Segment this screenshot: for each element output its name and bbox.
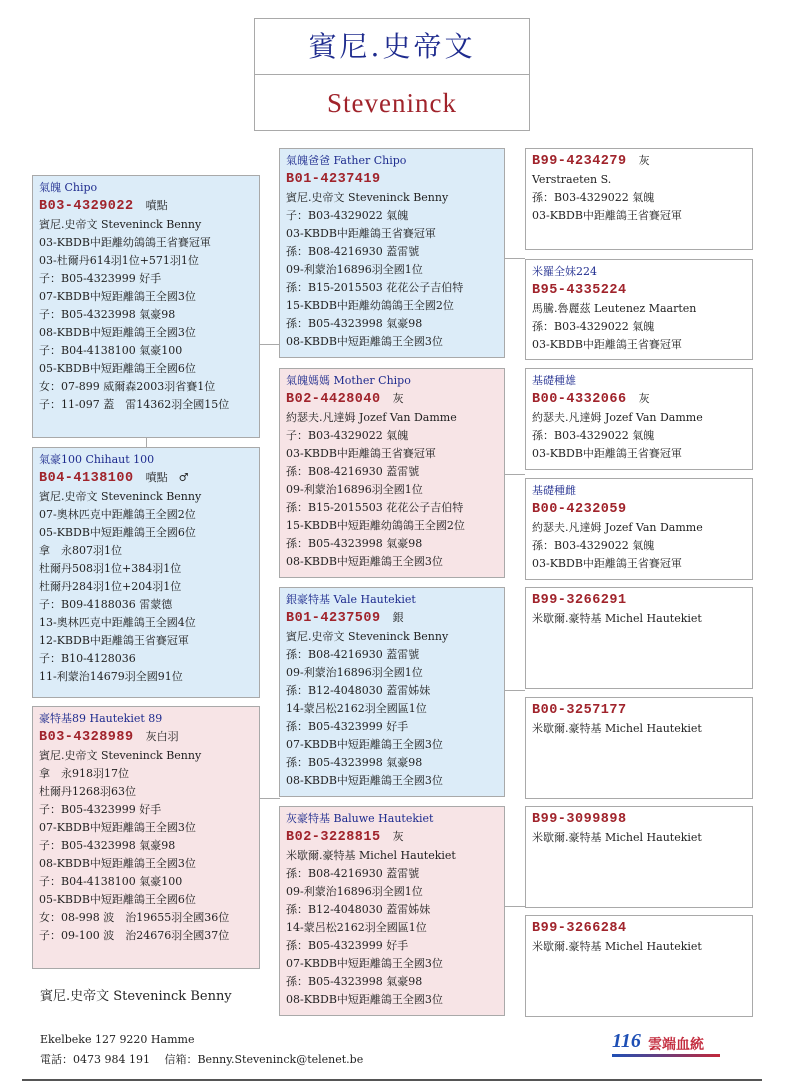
connector-subject-parents xyxy=(259,344,280,345)
record-line: 拿 永807羽1位 xyxy=(39,544,122,557)
title-english: Steveninck xyxy=(327,88,457,118)
pigeon-name: 基礎種雄 xyxy=(532,374,576,387)
ring-number: B01-4237509 xyxy=(286,611,381,626)
record-line: 12-KBDB中距離鴿王省賽冠軍 xyxy=(39,634,189,647)
record-line: 孫：B08-4216930 蓋雷號 xyxy=(286,648,420,661)
record-line: 孫：B05-4323998 氣豪98 xyxy=(286,975,423,988)
feather-color: 灰 xyxy=(638,154,650,167)
ring-number: B00-4332066 xyxy=(532,392,627,407)
record-line: 09-利蒙治16896羽全國1位 xyxy=(286,483,423,496)
ring-number: B00-3257177 xyxy=(532,703,627,718)
record-line: 08-KBDB中短距離鴿王全國3位 xyxy=(286,993,443,1006)
record-line: 孫：B12-4048030 蓋雷姊妹 xyxy=(286,684,431,697)
record-line: 子：B05-4323998 氣豪98 xyxy=(39,839,176,852)
record-line: 子：B05-4323999 好手 xyxy=(39,272,162,285)
record-line: 杜爾丹508羽1位+384羽1位 xyxy=(39,562,182,575)
box-content xyxy=(526,369,752,463)
record-line: 03-KBDB中距離鴿王省賽冠軍 xyxy=(286,447,436,460)
record-line: 孫：B05-4323999 好手 xyxy=(286,939,409,952)
record-line: 子：B05-4323998 氣豪98 xyxy=(39,308,176,321)
record-line: 子：B10-4128036 xyxy=(39,652,136,665)
ring-line xyxy=(532,810,752,829)
record-line: 子：B09-4188036 雷蒙德 xyxy=(39,598,173,611)
feather-color: 灰 xyxy=(638,392,650,405)
pigeon-name: 氣魄爸爸 Father Chipo xyxy=(286,154,407,167)
record-line: 孫：B03-4329022 氣魄 xyxy=(532,539,655,552)
record-line: Verstraeten S. xyxy=(532,173,612,186)
record-line: 13-奧林匹克中距離鴿王全國4位 xyxy=(39,616,196,629)
record-line: 08-KBDB中短距離鴿王全國3位 xyxy=(39,326,196,339)
connector-dam2-gg xyxy=(505,906,525,907)
record-line: 約瑟夫.凡達姆 Jozef Van Damme xyxy=(532,411,703,424)
connector-father-gg xyxy=(505,258,525,259)
grandparent-box-7 xyxy=(525,806,753,908)
record-line: 05-KBDB中短距離鴿王全國6位 xyxy=(39,893,196,906)
ring-line xyxy=(39,728,259,747)
ring-line xyxy=(532,591,752,610)
box-content xyxy=(526,479,752,573)
connector-subject-mate xyxy=(146,437,147,447)
ring-line xyxy=(286,390,504,409)
record-line: 11-利蒙治14679羽全國91位 xyxy=(39,670,183,683)
grandparent-box-3 xyxy=(525,368,753,470)
record-line: 賓尼.史帝文 Steveninck Benny xyxy=(39,218,202,231)
ring-line xyxy=(532,152,752,171)
ring-line xyxy=(286,828,504,847)
box-content xyxy=(280,369,504,571)
record-line: 馬騰.魯麗茲 Leutenez Maarten xyxy=(532,302,697,315)
ring-line xyxy=(532,281,752,300)
pigeon-name: 基礎種雌 xyxy=(532,484,576,497)
ring-line xyxy=(39,197,259,216)
feather-color: 灰 xyxy=(392,392,404,405)
owner-contact: 電話：0473 984 191 信箱：Benny.Steveninck@telenet.be xyxy=(40,1053,364,1066)
pigeon-name: 氣魄媽媽 Mother Chipo xyxy=(286,374,411,387)
record-line: 孫：B03-4329022 氣魄 xyxy=(532,429,655,442)
record-line: 03-KBDB中距離鴿王省賽冠軍 xyxy=(532,557,682,570)
pedigree-title-box xyxy=(254,18,530,131)
feather-color: 灰 xyxy=(392,830,404,843)
bottom-divider xyxy=(22,1079,762,1081)
record-line: 孫：B08-4216930 蓋雷號 xyxy=(286,465,420,478)
pigeon-name: 米羅全妹224 xyxy=(532,265,597,278)
box-content xyxy=(33,176,259,414)
ring-number: B99-3266291 xyxy=(532,593,627,608)
subject-pigeon-box xyxy=(32,175,260,438)
record-line: 孫：B05-4323998 氣豪98 xyxy=(286,317,423,330)
record-line: 子：B04-4138100 氣豪100 xyxy=(39,875,183,888)
record-line: 08-KBDB中短距離鴿王全國3位 xyxy=(286,774,443,787)
feather-color: 灰白羽 xyxy=(145,730,179,743)
grandparent-box-1 xyxy=(525,148,753,250)
record-line: 子：11-097 蓋 雷14362羽全國15位 xyxy=(39,398,230,411)
dam-2-box xyxy=(279,806,505,1016)
ring-number: B99-4234279 xyxy=(532,154,627,169)
ring-line xyxy=(532,390,752,409)
logo-text: 雲端血統 xyxy=(648,1037,704,1053)
grandparent-box-8 xyxy=(525,915,753,1017)
mate-1-box xyxy=(32,447,260,698)
record-line: 米歇爾.豪特基 Michel Hautekiet xyxy=(532,940,702,953)
record-line: 米歇爾.豪特基 Michel Hautekiet xyxy=(286,849,456,862)
box-content xyxy=(280,588,504,790)
record-line: 子：B03-4329022 氣魄 xyxy=(286,429,409,442)
record-line: 孫：B05-4323998 氣豪98 xyxy=(286,537,423,550)
pigeon-name: 氣豪100 Chihaut 100 xyxy=(39,453,155,466)
ring-line xyxy=(286,170,504,189)
logo-underline xyxy=(612,1054,720,1057)
record-line: 賓尼.史帝文 Steveninck Benny xyxy=(286,630,449,643)
record-line: 子：B04-4138100 氣豪100 xyxy=(39,344,183,357)
record-line: 賓尼.史帝文 Steveninck Benny xyxy=(39,490,202,503)
feather-color: 銀 xyxy=(392,611,404,624)
ring-number: B04-4138100 xyxy=(39,471,134,486)
pigeon-name: 銀豪特基 Vale Hautekiet xyxy=(286,593,416,606)
record-line: 孫：B03-4329022 氣魄 xyxy=(532,191,655,204)
connector-mother-gg xyxy=(505,474,525,475)
box-content xyxy=(526,916,752,956)
record-line: 約瑟夫.凡達姆 Jozef Van Damme xyxy=(286,411,457,424)
record-line: 賓尼.史帝文 Steveninck Benny xyxy=(286,191,449,204)
record-line: 孫：B08-4216930 蓋雷號 xyxy=(286,867,420,880)
record-line: 14-蒙呂松2162羽全國區1位 xyxy=(286,921,427,934)
mate-2-box xyxy=(32,706,260,969)
logo-number: 116 xyxy=(612,1030,641,1052)
pigeon-name: 豪特基89 Hautekiet 89 xyxy=(39,712,163,725)
connector-sire2-gg xyxy=(505,690,525,691)
cloud-pedigree-logo xyxy=(612,1030,722,1058)
record-line: 07-KBDB中短距離鴿王全國3位 xyxy=(286,738,443,751)
record-line: 孫：B08-4216930 蓋雷號 xyxy=(286,245,420,258)
record-line: 05-KBDB中短距離鴿王全國6位 xyxy=(39,362,196,375)
record-line: 拿 永918羽17位 xyxy=(39,767,129,780)
record-line: 15-KBDB中短距離幼鴿鴿王全國2位 xyxy=(286,519,465,532)
record-line: 03-KBDB中距離鴿王省賽冠軍 xyxy=(532,447,682,460)
record-line: 07-KBDB中短距離鴿王全國3位 xyxy=(39,821,196,834)
record-line: 03-杜爾丹614羽1位+571羽1位 xyxy=(39,254,199,267)
box-content xyxy=(526,807,752,847)
record-line: 07-奧林匹克中距離鴿王全國2位 xyxy=(39,508,196,521)
pigeon-name: 氣魄 Chipo xyxy=(39,181,98,194)
record-line: 03-KBDB中距離鴿王省賽冠軍 xyxy=(286,227,436,240)
ring-number: B02-4428040 xyxy=(286,392,381,407)
record-line: 07-KBDB中短距離鴿王全國3位 xyxy=(39,290,196,303)
ring-line xyxy=(532,919,752,938)
box-content xyxy=(526,698,752,738)
record-line: 孫：B03-4329022 氣魄 xyxy=(532,320,655,333)
grandparent-box-6 xyxy=(525,697,753,799)
record-line: 09-利蒙治16896羽全國1位 xyxy=(286,885,423,898)
feather-color: 噴點 xyxy=(145,199,168,212)
record-line: 15-KBDB中距離幼鴿鴿王全國2位 xyxy=(286,299,454,312)
box-content xyxy=(280,149,504,351)
record-line: 賓尼.史帝文 Steveninck Benny xyxy=(39,749,202,762)
box-content xyxy=(526,588,752,628)
record-line: 孫：B15-2015503 花花公子吉伯特 xyxy=(286,501,464,514)
record-line: 孫：B05-4323999 好手 xyxy=(286,720,409,733)
owner-name: 賓尼.史帝文 Steveninck Benny xyxy=(40,989,232,1004)
record-line: 08-KBDB中短距離鴿王全國3位 xyxy=(39,857,196,870)
ring-number: B02-3228815 xyxy=(286,830,381,845)
ring-line xyxy=(286,609,504,628)
ring-line xyxy=(39,469,259,488)
record-line: 03-KBDB中距離幼鴿鴿王省賽冠軍 xyxy=(39,236,211,249)
record-line: 女：07-899 威爾森2003羽省賽1位 xyxy=(39,380,216,393)
box-content xyxy=(526,149,752,225)
connector-mate-parents xyxy=(259,798,280,799)
grandparent-box-2 xyxy=(525,259,753,360)
mother-box xyxy=(279,368,505,578)
record-line: 09-利蒙治16896羽全國1位 xyxy=(286,666,423,679)
record-line: 杜爾丹1268羽63位 xyxy=(39,785,136,798)
father-box xyxy=(279,148,505,358)
record-line: 米歇爾.豪特基 Michel Hautekiet xyxy=(532,612,702,625)
record-line: 女：08-998 波 治19655羽全國36位 xyxy=(39,911,230,924)
record-line: 14-蒙呂松2162羽全國區1位 xyxy=(286,702,427,715)
sire-2-box xyxy=(279,587,505,797)
record-line: 孫：B05-4323998 氣豪98 xyxy=(286,756,423,769)
record-line: 孫：B15-2015503 花花公子吉伯特 xyxy=(286,281,464,294)
grandparent-box-4 xyxy=(525,478,753,580)
box-content xyxy=(33,448,259,686)
box-content xyxy=(526,260,752,354)
record-line: 杜爾丹284羽1位+204羽1位 xyxy=(39,580,182,593)
owner-address: Ekelbeke 127 9220 Hamme xyxy=(40,1033,195,1046)
ring-line xyxy=(532,701,752,720)
pigeon-name: 灰豪特基 Baluwe Hautekiet xyxy=(286,812,434,825)
grandparent-box-5 xyxy=(525,587,753,689)
record-line: 05-KBDB中短距離鴿王全國6位 xyxy=(39,526,196,539)
record-line: 07-KBDB中短距離鴿王全國3位 xyxy=(286,957,443,970)
box-content xyxy=(280,807,504,1009)
ring-number: B99-3266284 xyxy=(532,921,627,936)
record-line: 約瑟夫.凡達姆 Jozef Van Damme xyxy=(532,521,703,534)
record-line: 米歇爾.豪特基 Michel Hautekiet xyxy=(532,722,702,735)
record-line: 03-KBDB中距離鴿王省賽冠軍 xyxy=(532,209,682,222)
title-chinese: 賓尼.史帝文 xyxy=(255,19,529,75)
box-content xyxy=(33,707,259,945)
ring-number: B03-4329022 xyxy=(39,199,134,214)
ring-line xyxy=(532,500,752,519)
ring-number: B01-4237419 xyxy=(286,172,381,187)
record-line: 09-利蒙治16896羽全國1位 xyxy=(286,263,423,276)
record-line: 子：B05-4323999 好手 xyxy=(39,803,162,816)
record-line: 米歇爾.豪特基 Michel Hautekiet xyxy=(532,831,702,844)
record-line: 03-KBDB中距離鴿王省賽冠軍 xyxy=(532,338,682,351)
record-line: 08-KBDB中短距離鴿王全國3位 xyxy=(286,555,443,568)
ring-number: B03-4328989 xyxy=(39,730,134,745)
record-line: 子：B03-4329022 氣魄 xyxy=(286,209,409,222)
ring-number: B99-3099898 xyxy=(532,812,627,827)
record-line: 子：09-100 波 治24676羽全國37位 xyxy=(39,929,230,942)
feather-color: 噴點 ♂ xyxy=(145,471,189,484)
ring-number: B00-4232059 xyxy=(532,502,627,517)
record-line: 08-KBDB中短距離鴿王全國3位 xyxy=(286,335,443,348)
ring-number: B95-4335224 xyxy=(532,283,627,298)
record-line: 孫：B12-4048030 蓋雷姊妹 xyxy=(286,903,431,916)
